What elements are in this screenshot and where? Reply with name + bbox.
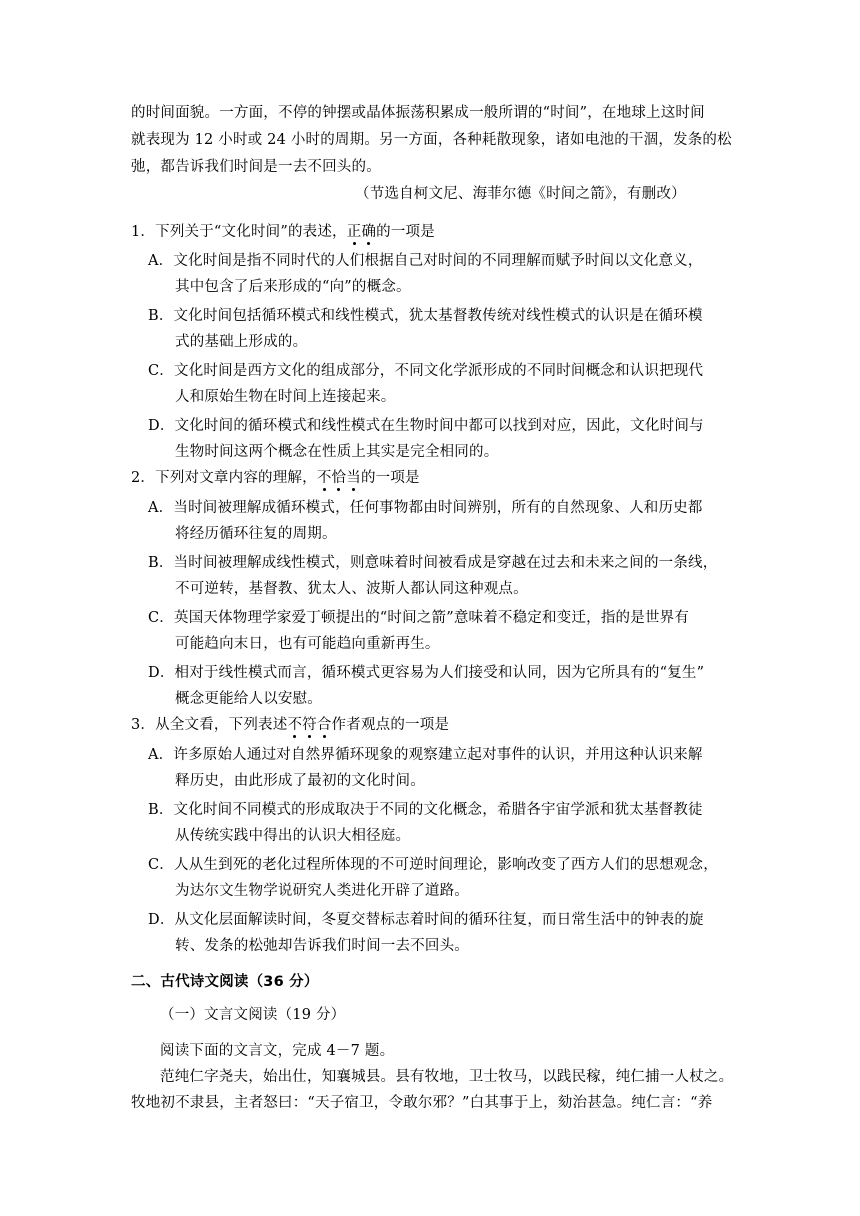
question-3-stem <box>131 715 449 735</box>
q1-option-d-line1: D．文化时间的循环模式和线性模式在生物时间中都可以找到对应，因此，文化时间与 <box>148 418 704 434</box>
emphasis-char: 不 <box>316 470 332 486</box>
q1-option-d-line2: 生物时间这两个概念在性质上其实是完全相同的。 <box>175 444 499 460</box>
emphasis-char: 正 <box>346 224 362 240</box>
q2-option-b-line2: 不可逆转，基督教、犹太人、波斯人都认同这种观点。 <box>175 581 528 597</box>
subsection-heading: （一）文言文阅读（19 分） <box>160 1007 346 1023</box>
q2-option-d-line2: 概念更能给人以安慰。 <box>175 691 322 707</box>
q1-option-a-line1: A．文化时间是指不同时代的人们根据自己对时间的不同理解而赋予时间以文化意义， <box>148 253 703 269</box>
question-1-stem <box>131 222 435 242</box>
q3-option-a-line2: 释历史，由此形成了最初的文化时间。 <box>175 773 425 789</box>
emphasis-char: 当 <box>346 470 361 486</box>
classical-text-line-2: 牧地初不隶县，主者怒曰：“天子宿卫，令敢尔邪？”白其事于上，劾治甚急。纯仁言：“养 <box>131 1095 713 1111</box>
q1-option-a-line2: 其中包含了后来形成的“向”的概念。 <box>175 279 411 295</box>
q3-option-c-line2: 为达尔文生物学说研究人类进化开辟了道路。 <box>175 883 469 899</box>
question-2-emphasis <box>317 470 361 486</box>
question-3-stem-post: 作者观点的一项是 <box>331 717 450 733</box>
q2-option-b-line1: B．当时间被理解成线性模式，则意味着时间被看成是穿越在过去和未来之间的一条线， <box>148 555 718 571</box>
q2-option-c-line2: 可能趋向末日，也有可能趋向重新再生。 <box>175 636 440 652</box>
q2-option-a-line1: A．当时间被理解成循环模式，任何事物都由时间辨别，所有的自然现象、人和历史都 <box>148 500 703 516</box>
question-3-stem-pre: 3．从全文看，下列表述 <box>131 717 288 733</box>
question-2-stem <box>131 468 420 488</box>
question-1-stem-post: 的一项是 <box>376 224 435 240</box>
emphasis-char: 恰 <box>331 470 347 486</box>
passage-line-1: 的时间面貌。一方面，不停的钟摆或晶体振荡积累成一般所谓的“时间”，在地球上这时间 <box>131 105 705 121</box>
q2-option-d-line1: D．相对于线性模式而言，循环模式更容易为人们接受和认同，因为它所具有的“复生” <box>148 665 705 681</box>
q2-option-c-line1: C．英国天体物理学家爱丁顿提出的“时间之箭”意味着不稳定和变迁，指的是世界有 <box>148 610 690 626</box>
emphasis-char: 确 <box>361 224 377 240</box>
question-3-emphasis <box>287 717 331 733</box>
q3-option-d-line1: D．从文化层面解读时间，冬夏交替标志着时间的循环往复，而日常生活中的钟表的旋 <box>148 912 704 928</box>
classical-text-line-1: 范纯仁字尧夫，始出仕，知襄城县。县有牧地，卫士牧马，以践民稼，纯仁捕一人杖之。 <box>160 1069 734 1085</box>
question-1-stem-pre: 1．下列关于“文化时间”的表述， <box>131 224 347 240</box>
emphasis-char: 合 <box>316 717 332 733</box>
q1-option-c-line2: 人和原始生物在时间上连接起来。 <box>175 389 396 405</box>
q3-option-b-line2: 从传统实践中得出的认识大相径庭。 <box>175 828 411 844</box>
q3-option-c-line1: C．人从生到死的老化过程所体现的不可逆时间理论，影响改变了西方人们的思想观念， <box>148 857 718 873</box>
q3-option-b-line1: B．文化时间不同模式的形成取决于不同的文化概念，希腊各宇宙学派和犹太基督教徒 <box>148 802 703 818</box>
question-2-stem-pre: 2．下列对文章内容的理解， <box>131 470 317 486</box>
emphasis-char: 不 <box>287 717 303 733</box>
section-2-heading: 二、古代诗文阅读（36 分） <box>131 974 319 990</box>
passage-line-2: 就表现为 12 小时或 24 小时的周期。另一方面，各种耗散现象，诸如电池的干涸，发条的松 <box>131 132 732 148</box>
question-1-emphasis <box>347 224 376 240</box>
q3-option-d-line2: 转、发条的松弛却告诉我们时间一去不回头。 <box>175 938 469 954</box>
q1-option-b-line1: B．文化时间包括循环模式和线性模式，犹太基督教传统对线性模式的认识是在循环模 <box>148 308 703 324</box>
source-citation: （节选自柯文尼、海菲尔德《时间之箭》，有删改） <box>355 186 686 202</box>
question-2-stem-post: 的一项是 <box>360 470 420 486</box>
emphasis-char: 符 <box>302 717 317 733</box>
q3-option-a-line1: A．许多原始人通过对自然界循环现象的观察建立起对事件的认识，并用这种认识来解 <box>148 747 703 763</box>
q1-option-b-line2: 式的基础上形成的。 <box>175 334 308 350</box>
passage-line-3: 弛，都告诉我们时间是一去不回头的。 <box>131 159 381 175</box>
reading-instruction: 阅读下面的文言文，完成 4－7 题。 <box>160 1043 395 1059</box>
q2-option-a-line2: 将经历循环往复的周期。 <box>175 526 337 542</box>
q1-option-c-line1: C．文化时间是西方文化的组成部分，不同文化学派形成的不同时间概念和认识把现代 <box>148 363 704 379</box>
